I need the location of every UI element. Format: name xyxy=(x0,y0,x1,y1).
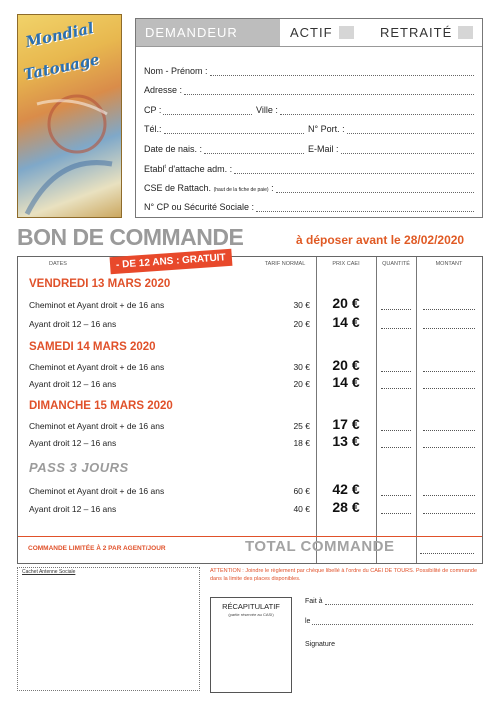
amount-input[interactable] xyxy=(423,383,475,389)
fait-a-field[interactable]: Fait à xyxy=(305,598,473,605)
poster-artwork xyxy=(17,14,122,218)
recap-subtitle: (partie réservée au CASI) xyxy=(228,612,274,617)
quantity-input[interactable] xyxy=(381,383,411,389)
amount-input[interactable] xyxy=(423,366,475,372)
quantity-input[interactable] xyxy=(381,366,411,372)
section-pass-title: PASS 3 JOURS xyxy=(29,460,129,475)
demandeur-header xyxy=(136,19,482,47)
amount-input[interactable] xyxy=(423,425,475,431)
stamp-box xyxy=(17,567,200,691)
recap-box xyxy=(210,597,292,693)
retraite-label: RETRAITÉ xyxy=(380,25,453,40)
etablissement-field[interactable]: Etabl$^t$ d'attache adm. : xyxy=(144,164,474,174)
attention-note: ATTENTION : Joindre le règlement par chèque libellé à l'ordre du CAEI DE TOURS. Possibilité de commande dans la limite des places disponibles. xyxy=(210,568,477,582)
quantity-input[interactable] xyxy=(381,425,411,431)
port-field[interactable]: N° Port. : xyxy=(308,124,474,134)
header-prix-caei: PRIX CAEI xyxy=(332,261,360,267)
order-limit-note: COMMANDE LIMITÉE À 2 PAR AGENT/JOUR xyxy=(28,545,166,552)
retraite-checkbox[interactable] xyxy=(458,26,473,39)
column-divider xyxy=(416,257,417,563)
total-label: TOTAL COMMANDE xyxy=(245,538,395,555)
row-label: Cheminot et Ayant droit + de 16 ans xyxy=(29,362,165,372)
quantity-input[interactable] xyxy=(381,508,411,514)
total-amount-input[interactable] xyxy=(420,548,474,554)
row-label: Ayant droit 12 – 16 ans xyxy=(29,438,117,448)
nom-field[interactable]: Nom - Prénom : xyxy=(144,66,474,76)
retraite-option[interactable] xyxy=(380,25,473,40)
row-prix-caei: 14 € xyxy=(332,314,360,330)
amount-input[interactable] xyxy=(423,323,475,329)
row-label: Cheminot et Ayant droit + de 16 ans xyxy=(29,421,165,431)
row-prix-caei: 13 € xyxy=(332,433,360,449)
date-field[interactable]: le xyxy=(305,618,473,625)
row-label: Cheminot et Ayant droit + de 16 ans xyxy=(29,486,165,496)
ville-field[interactable]: Ville : xyxy=(256,105,474,115)
row-tarif-normal: 60 € xyxy=(293,486,310,496)
row-label: Cheminot et Ayant droit + de 16 ans xyxy=(29,300,165,310)
actif-label: ACTIF xyxy=(290,25,333,40)
amount-input[interactable] xyxy=(423,490,475,496)
row-tarif-normal: 30 € xyxy=(293,300,310,310)
amount-input[interactable] xyxy=(423,442,475,448)
row-tarif-normal: 20 € xyxy=(293,319,310,329)
row-tarif-normal: 18 € xyxy=(293,438,310,448)
quantity-input[interactable] xyxy=(381,304,411,310)
row-label: Ayant droit 12 – 16 ans xyxy=(29,504,117,514)
row-label: Ayant droit 12 – 16 ans xyxy=(29,319,117,329)
row-prix-caei: 20 € xyxy=(332,357,360,373)
column-divider xyxy=(376,257,377,563)
quantity-input[interactable] xyxy=(381,323,411,329)
actif-checkbox[interactable] xyxy=(339,26,354,39)
section-day-title: SAMEDI 14 MARS 2020 xyxy=(29,341,156,353)
header-montant: MONTANT xyxy=(435,261,463,267)
amount-input[interactable] xyxy=(423,304,475,310)
order-table xyxy=(17,256,483,564)
header-dates: DATES xyxy=(49,261,67,267)
email-field[interactable]: E-Mail : xyxy=(308,144,474,154)
signature-label: Signature xyxy=(305,641,335,648)
row-prix-caei: 20 € xyxy=(332,295,360,311)
row-prix-caei: 17 € xyxy=(332,416,360,432)
row-prix-caei: 42 € xyxy=(332,481,360,497)
row-prix-caei: 14 € xyxy=(332,374,360,390)
event-poster-image xyxy=(17,14,122,218)
naissance-field[interactable]: Date de nais. : xyxy=(144,144,304,154)
quantity-input[interactable] xyxy=(381,442,411,448)
row-prix-caei: 28 € xyxy=(332,499,360,515)
header-tarif-normal: TARIF NORMAL xyxy=(264,261,306,267)
deadline-text: à déposer avant le 28/02/2020 xyxy=(296,233,465,247)
adresse-field[interactable]: Adresse : xyxy=(144,85,474,95)
demandeur-title: DEMANDEUR xyxy=(136,19,280,46)
tel-field[interactable]: Tél.: xyxy=(144,124,304,134)
poster-title-line1: Mondial xyxy=(23,19,96,51)
row-tarif-normal: 30 € xyxy=(293,362,310,372)
row-tarif-normal: 40 € xyxy=(293,504,310,514)
recap-title: RÉCAPITULATIF xyxy=(222,602,280,611)
cse-field[interactable]: CSE de Rattach. (haut de la fiche de paie) : xyxy=(144,183,474,193)
row-label: Ayant droit 12 – 16 ans xyxy=(29,379,117,389)
row-tarif-normal: 20 € xyxy=(293,379,310,389)
poster-title-line2: Tatouage xyxy=(21,50,102,84)
actif-option[interactable] xyxy=(290,25,354,40)
free-under-12-badge: - DE 12 ANS : GRATUIT xyxy=(110,249,233,274)
header-quantite: QUANTITÉ xyxy=(382,261,410,267)
order-form-title: BON DE COMMANDE xyxy=(17,224,244,250)
total-divider xyxy=(18,536,482,537)
cp-field[interactable]: CP : xyxy=(144,105,252,115)
row-tarif-normal: 25 € xyxy=(293,421,310,431)
secu-field[interactable]: N° CP ou Sécurité Sociale : xyxy=(144,202,474,212)
section-day-title: VENDREDI 13 MARS 2020 xyxy=(29,278,171,290)
demandeur-box xyxy=(135,18,483,218)
section-day-title: DIMANCHE 15 MARS 2020 xyxy=(29,400,173,412)
quantity-input[interactable] xyxy=(381,490,411,496)
stamp-label: Cachet Antenne Sociale xyxy=(22,569,76,575)
amount-input[interactable] xyxy=(423,508,475,514)
